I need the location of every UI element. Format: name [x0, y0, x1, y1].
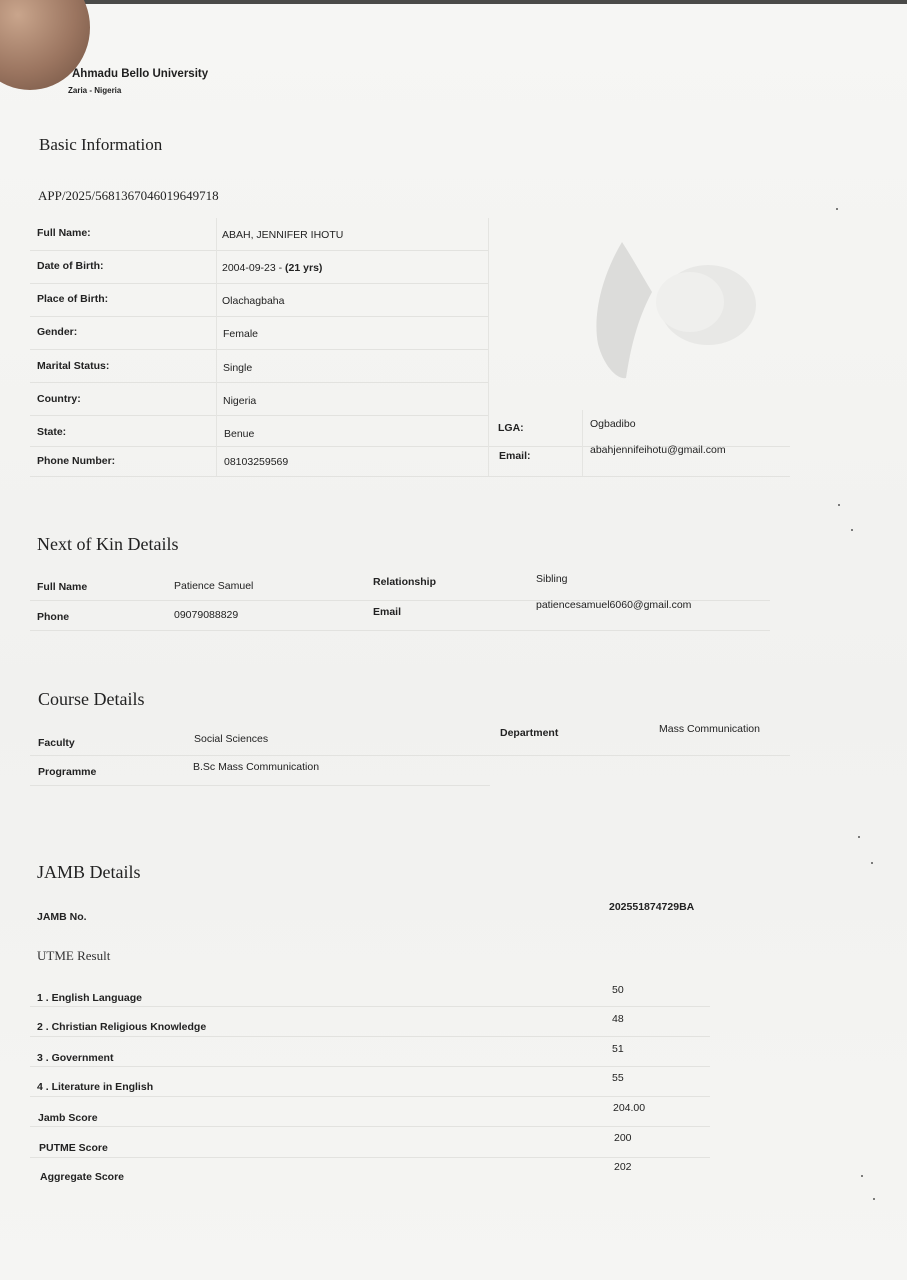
- basic-info-title: Basic Information: [39, 135, 163, 154]
- putme-label: PUTME Score: [39, 1142, 108, 1154]
- aggregate-label: Aggregate Score: [40, 1171, 125, 1183]
- gender-value: Female: [223, 328, 259, 340]
- jamb-score-value: 204.00: [613, 1102, 646, 1114]
- full-name-value: ABAH, JENNIFER IHOTU: [222, 229, 344, 241]
- kin-phone-label: Phone: [37, 611, 70, 623]
- scan-speck: [861, 1175, 863, 1177]
- aggregate-value: 202: [614, 1161, 632, 1173]
- divider: [30, 349, 488, 350]
- state-label: State:: [37, 426, 67, 438]
- state-value: Benue: [224, 428, 255, 440]
- kin-phone-value: 09079088829: [174, 609, 239, 621]
- full-name-label: Full Name:: [37, 227, 91, 239]
- scan-speck: [836, 208, 838, 210]
- course-title: Course Details: [38, 689, 145, 709]
- country-value: Nigeria: [223, 395, 257, 407]
- subject-1-label: 1 . English Language: [37, 992, 143, 1004]
- dob-value: [222, 262, 322, 274]
- scan-speck: [871, 862, 873, 864]
- phone-label: Phone Number:: [37, 455, 116, 467]
- dob-label: Date of Birth:: [37, 260, 104, 272]
- column-divider: [582, 410, 583, 476]
- lga-label: LGA:: [498, 422, 524, 434]
- divider: [30, 283, 488, 284]
- page-top-edge: [0, 0, 907, 4]
- divider: [30, 1066, 710, 1067]
- divider: [30, 1126, 710, 1127]
- divider: [30, 1096, 710, 1097]
- subject-3-label: 3 . Government: [37, 1052, 114, 1064]
- subject-3-score: 51: [612, 1043, 624, 1055]
- department-label: Department: [500, 727, 559, 739]
- divider: [30, 755, 790, 756]
- department-value: Mass Communication: [659, 723, 760, 735]
- jamb-title: JAMB Details: [37, 862, 141, 882]
- subject-4-score: 55: [612, 1072, 624, 1084]
- university-name: Ahmadu Bello University: [72, 68, 209, 80]
- jamb-no-value: 202551874729BA: [609, 901, 695, 913]
- divider: [30, 630, 770, 631]
- lga-value: Ogbadibo: [590, 418, 636, 430]
- university-location: Zaria - Nigeria: [68, 86, 122, 95]
- divider: [30, 476, 790, 477]
- marital-label: Marital Status:: [37, 360, 110, 372]
- divider: [30, 250, 488, 251]
- divider: [30, 316, 488, 317]
- subject-4-label: 4 . Literature in English: [37, 1081, 154, 1093]
- kin-relationship-value: Sibling: [536, 573, 568, 585]
- divider: [30, 1036, 710, 1037]
- scan-speck: [873, 1198, 875, 1200]
- divider: [30, 415, 488, 416]
- passport-photo: [578, 232, 768, 392]
- kin-relationship-label: Relationship: [373, 576, 437, 588]
- jamb-score-label: Jamb Score: [38, 1112, 98, 1124]
- scan-speck: [858, 836, 860, 838]
- pob-value: Olachagbaha: [222, 295, 285, 307]
- programme-value: B.Sc Mass Communication: [193, 761, 320, 773]
- kin-name-label: Full Name: [37, 581, 88, 593]
- column-divider: [488, 218, 489, 476]
- pob-label: Place of Birth:: [37, 293, 109, 305]
- application-number: APP/2025/5681367046019649718: [38, 188, 219, 203]
- email-value: abahjennifeihotu@gmail.com: [590, 444, 726, 456]
- divider: [30, 1157, 710, 1158]
- subject-1-score: 50: [612, 984, 624, 996]
- divider: [30, 382, 488, 383]
- column-divider: [216, 218, 217, 476]
- subject-2-label: 2 . Christian Religious Knowledge: [37, 1021, 207, 1033]
- kin-name-value: Patience Samuel: [174, 580, 254, 592]
- divider: [30, 1006, 710, 1007]
- kin-email-label: Email: [373, 606, 402, 618]
- putme-value: 200: [614, 1132, 632, 1144]
- faculty-value: Social Sciences: [194, 733, 269, 745]
- programme-label: Programme: [38, 766, 97, 778]
- age: (21 yrs): [285, 262, 323, 274]
- kin-email-value: patiencesamuel6060@gmail.com: [536, 599, 692, 611]
- marital-value: Single: [223, 362, 253, 374]
- dob-date: 2004-09-23 -: [222, 262, 286, 274]
- country-label: Country:: [37, 393, 81, 405]
- utme-title: UTME Result: [37, 948, 111, 963]
- kin-title: Next of Kin Details: [37, 534, 179, 554]
- email-label: Email:: [499, 450, 531, 462]
- divider: [30, 785, 490, 786]
- subject-2-score: 48: [612, 1013, 624, 1025]
- gender-label: Gender:: [37, 326, 78, 338]
- faculty-label: Faculty: [38, 737, 75, 749]
- scan-speck: [851, 529, 853, 531]
- phone-value: 08103259569: [224, 456, 289, 468]
- scan-speck: [838, 504, 840, 506]
- jamb-no-label: JAMB No.: [37, 911, 87, 923]
